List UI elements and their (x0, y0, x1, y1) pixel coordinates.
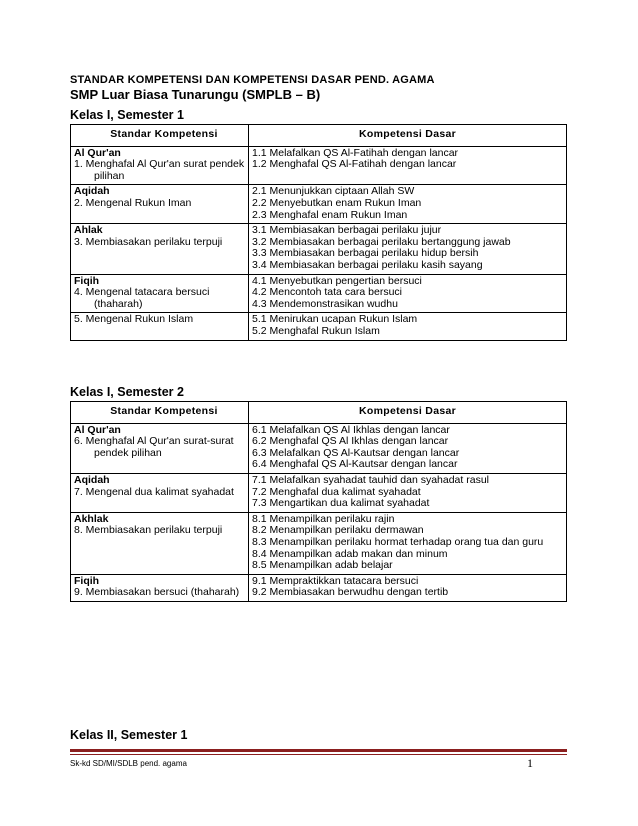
table-header-row (71, 402, 567, 424)
basic-competency-item: 6.4 Menghafal QS Al-Kautsar dengan lancar (252, 458, 458, 471)
topic-title: Ahlak (74, 224, 103, 237)
footer-label: Sk-kd SD/MI/SDLB pend. agama (70, 759, 187, 768)
kd-cell (249, 574, 567, 601)
kd-cell (249, 473, 567, 512)
basic-competency-item: 3.1 Membiasakan berbagai perilaku jujur (252, 224, 442, 237)
basic-competency-item: 4.1 Menyebutkan pengertian bersuci (252, 274, 422, 287)
basic-competency-item: 4.2 Mencontoh tata cara bersuci (252, 286, 403, 299)
competency-table-1 (70, 124, 567, 341)
standard-competency: 4. Mengenal tatacara bersuci (thaharah) (74, 286, 210, 310)
table-row (71, 185, 567, 224)
basic-competency-item: 3.4 Membiasakan berbagai perilaku kasih sayang (252, 258, 483, 271)
column-header-sk: Standar Kompetensi (71, 125, 249, 147)
column-header-sk: Standar Kompetensi (71, 402, 249, 424)
footer-rule (70, 749, 567, 752)
standard-competency: 6. Menghafal Al Qur'an surat-surat pendek pilihan (74, 435, 234, 459)
basic-competency-item: 3.3 Membiasakan berbagai perilaku hidup bersih (252, 247, 479, 260)
table-row (71, 512, 567, 574)
topic-title: Al Qur'an (74, 146, 121, 159)
basic-competency-item: 5.2 Menghafal Rukun Islam (252, 324, 380, 337)
kd-cell (249, 185, 567, 224)
sk-cell (71, 185, 249, 224)
basic-competency-item: 1.1 Melafalkan QS Al-Fatihah dengan lancar (252, 146, 459, 159)
sk-cell (71, 512, 249, 574)
basic-competency-item: 6.3 Melafalkan QS Al-Kautsar dengan lancar (252, 446, 460, 459)
basic-competency-item: 2.1 Menunjukkan ciptaan Allah SW (252, 185, 415, 198)
standard-competency: 1. Menghafal Al Qur'an surat pendek pilihan (74, 158, 245, 182)
topic-title: Aqidah (74, 473, 110, 486)
standard-competency: 5. Mengenal Rukun Islam (74, 313, 194, 326)
standard-competency: 8. Membiasakan perilaku terpuji (74, 524, 223, 537)
topic-title: Fiqih (74, 574, 100, 587)
basic-competency-item: 9.2 Membiasakan berwudhu dengan tertib (252, 586, 449, 599)
basic-competency-item: 2.2 Menyebutkan enam Rukun Iman (252, 196, 422, 209)
basic-competency-item: 5.1 Menirukan ucapan Rukun Islam (252, 313, 418, 326)
section-heading-1: Kelas I, Semester 1 (70, 108, 184, 122)
kd-cell (249, 313, 567, 340)
basic-competency-item: 8.3 Menampilkan perilaku hormat terhadap orang tua dan guru (252, 535, 544, 548)
kd-cell (249, 146, 567, 185)
basic-competency-item: 8.1 Menampilkan perilaku rajin (252, 512, 395, 525)
table-header-row (71, 125, 567, 147)
basic-competency-item: 2.3 Menghafal enam Rukun Iman (252, 208, 408, 221)
sk-cell (71, 473, 249, 512)
basic-competency-item: 6.1 Melafalkan QS Al Ikhlas dengan lancar (252, 423, 450, 436)
basic-competency-item: 6.2 Menghafal QS Al Ikhlas dengan lancar (252, 435, 449, 448)
kd-cell (249, 512, 567, 574)
basic-competency-item: 1.2 Menghafal QS Al-Fatihah dengan lancar (252, 158, 457, 171)
basic-competency-item: 7.1 Melafalkan syahadat tauhid dan syahadat rasul (252, 473, 489, 486)
basic-competency-item: 7.2 Menghafal dua kalimat syahadat (252, 485, 421, 498)
kd-cell (249, 274, 567, 313)
sk-cell (71, 146, 249, 185)
kd-cell (249, 423, 567, 473)
table-row (71, 274, 567, 313)
competency-table-2 (70, 401, 567, 602)
table-row (71, 574, 567, 601)
sk-cell (71, 313, 249, 340)
basic-competency-item: 8.5 Menampilkan adab belajar (252, 559, 393, 572)
table-row (71, 423, 567, 473)
page-number: 1 (527, 756, 533, 770)
topic-title: Al Qur'an (74, 423, 121, 436)
topic-title: Aqidah (74, 185, 110, 198)
standard-competency: 7. Mengenal dua kalimat syahadat (74, 485, 234, 498)
basic-competency-item: 9.1 Mempraktikkan tatacara bersuci (252, 574, 419, 587)
basic-competency-item: 8.4 Menampilkan adab makan dan minum (252, 547, 448, 560)
standard-competency: 2. Mengenal Rukun Iman (74, 196, 192, 209)
document-subtitle: SMP Luar Biasa Tunarungu (SMPLB – B) (70, 87, 321, 102)
footer-rule-thin (70, 754, 567, 755)
column-header-kd: Kompetensi Dasar (249, 402, 567, 424)
topic-title: Akhlak (74, 512, 109, 525)
section-heading-3: Kelas II, Semester 1 (70, 728, 188, 742)
sk-cell (71, 274, 249, 313)
table-row (71, 313, 567, 340)
basic-competency-item: 7.3 Mengartikan dua kalimat syahadat (252, 497, 430, 510)
topic-title: Fiqih (74, 274, 100, 287)
document-title: STANDAR KOMPETENSI DAN KOMPETENSI DASAR PEND. AGAMA (70, 74, 435, 86)
basic-competency-item: 8.2 Menampilkan perilaku dermawan (252, 524, 424, 537)
basic-competency-item: 4.3 Mendemonstrasikan wudhu (252, 297, 398, 310)
table-row (71, 473, 567, 512)
column-header-kd: Kompetensi Dasar (249, 125, 567, 147)
standard-competency: 3. Membiasakan perilaku terpuji (74, 235, 223, 248)
section-heading-2: Kelas I, Semester 2 (70, 385, 184, 399)
kd-cell (249, 224, 567, 274)
sk-cell (71, 224, 249, 274)
table-row (71, 224, 567, 274)
sk-cell (71, 574, 249, 601)
table-row (71, 146, 567, 185)
sk-cell (71, 423, 249, 473)
standard-competency: 9. Membiasakan bersuci (thaharah) (74, 586, 240, 599)
basic-competency-item: 3.2 Membiasakan berbagai perilaku bertanggung jawab (252, 235, 511, 248)
